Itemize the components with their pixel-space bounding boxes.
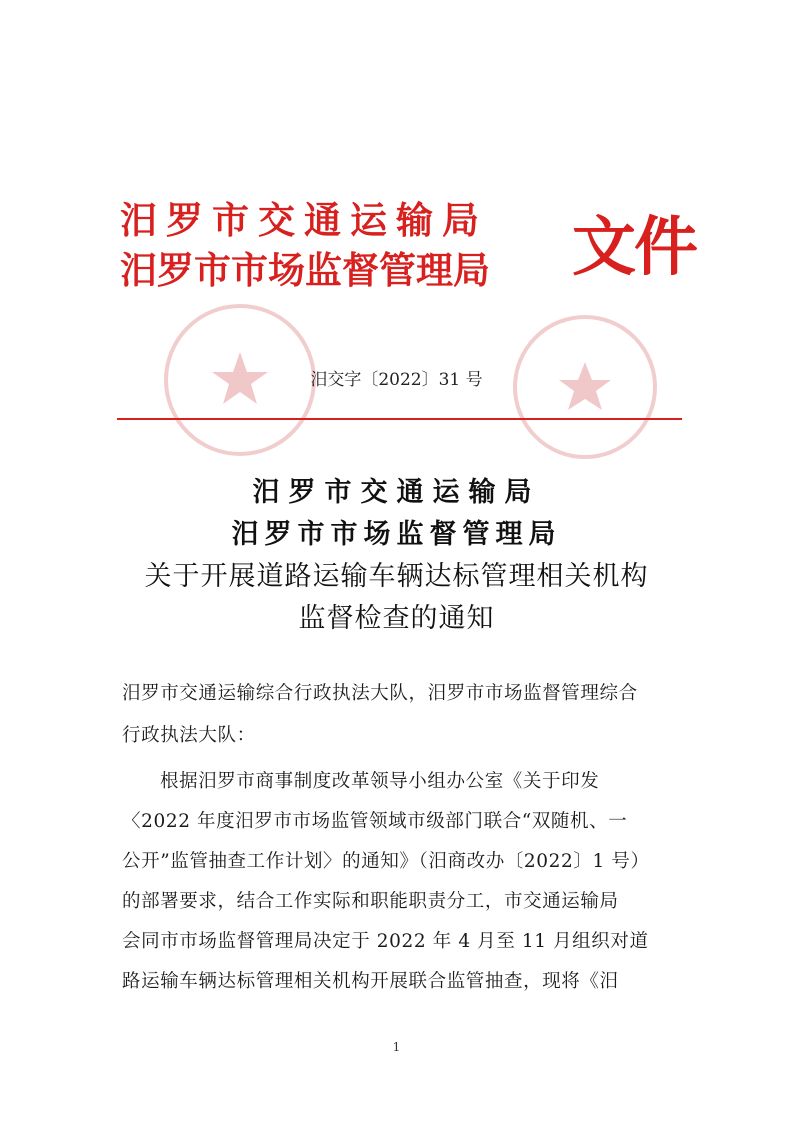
addressee-line-1: 汨罗市交通运输综合行政执法大队，汨罗市市场监督管理综合	[122, 683, 638, 704]
paragraph-line: 路运输车辆达标管理相关机构开展联合监管抽查，现将《汨	[122, 971, 619, 992]
red-divider	[117, 418, 682, 420]
paragraph-line: 的部署要求，结合工作实际和职能职责分工，市交通运输局	[122, 891, 619, 912]
paragraph-line: 会同市市场监督管理局决定于 2022 年 4 月至 11 月组织对道	[122, 931, 649, 952]
title-line-3: 关于开展道路运输车辆达标管理相关机构	[144, 561, 649, 592]
document-number: 汨交字〔2022〕31 号	[310, 370, 483, 390]
header-org-line-1: 汨罗市交通运输局	[120, 198, 488, 242]
header-org-line-2: 汨罗市市场监督管理局	[120, 248, 490, 292]
header-doc-type: 文件	[572, 210, 696, 285]
title-line-4: 监督检查的通知	[298, 603, 495, 634]
addressee-line-2: 行政执法大队：	[122, 725, 256, 746]
page-number: 1	[392, 1040, 401, 1054]
paragraph-line: 〈2022 年度汨罗市市场监管领域市级部门联合“双随机、一	[122, 811, 628, 832]
paragraph-line: 公开”监管抽查工作计划〉的通知》（汨商改办〔2022〕1 号）	[122, 851, 650, 872]
paragraph-line: 根据汨罗市商事制度改革领导小组办公室《关于印发	[160, 771, 600, 792]
title-line-1: 汨罗市交通运输局	[252, 477, 541, 508]
title-line-2: 汨罗市市场监督管理局	[231, 519, 562, 550]
